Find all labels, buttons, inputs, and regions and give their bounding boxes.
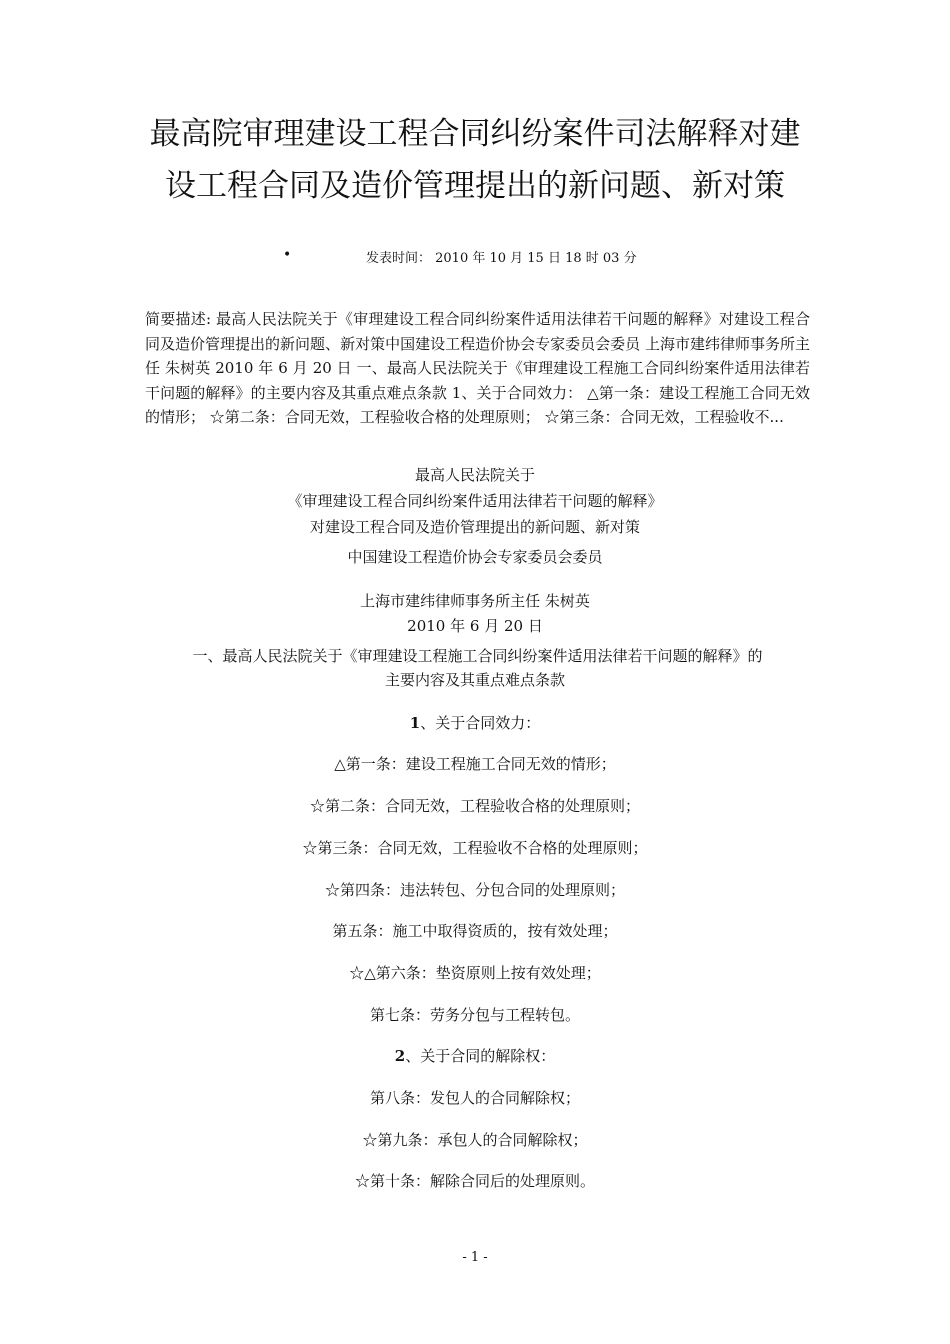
article-4: ☆第四条：违法转包、分包合同的处理原则； (324, 881, 625, 899)
section-1-heading-cont: 主要内容及其重点难点条款 (384, 671, 565, 689)
heading-court: 最高人民法院关于 (414, 466, 535, 484)
article-5: 第五条：施工中取得资质的，按有效处理； (332, 922, 618, 940)
subsection-2-number: 2 (394, 1047, 406, 1065)
publish-time: 发表时间： 2010 年 10 月 15 日 18 时 03 分 (366, 251, 637, 266)
subsection-2 (120, 1045, 830, 1067)
subsection-2-text: 、关于合同的解除权： (405, 1047, 556, 1065)
article-7: 第七条：劳务分包与工程转包。 (369, 1006, 580, 1024)
title-line-2: 设工程合同及造价管理提出的新问题、新对策 (165, 168, 785, 204)
author-title: 中国建设工程造价协会专家委员会委员 (347, 548, 603, 566)
subsection-1 (120, 712, 830, 734)
article-9: ☆第九条：承包人的合同解除权； (362, 1131, 588, 1149)
article-10: ☆第十条：解除合同后的处理原则。 (354, 1172, 595, 1190)
article-2: ☆第二条：合同无效，工程验收合格的处理原则； (309, 797, 640, 815)
article-8: 第八条：发包人的合同解除权； (369, 1089, 580, 1107)
article-3: ☆第三条：合同无效，工程验收不合格的处理原则； (302, 839, 648, 857)
summary-paragraph: 简要描述: 最高人民法院关于《审理建设工程合同纠纷案件适用法律若干问题的解释》对建设工程合同及造价管理提出的新问题、新对策中国建设工程造价协会专家委员会委员 上海市建纬律师事务所主任 朱树英 2010 年 6 月 20 日 一、最高人民法院关于《审理建设工程施工合同纠纷案件适用法律若干问题的解释》的主要内容及其重点难点条款 1、关于合同效力： △第一条：建设工程施工合同无效的情形； ☆第二条：合同无效，工程验收合格的处理原则； ☆第三条：合同无效，工程验收不... (145, 310, 810, 426)
heading-topic: 对建设工程合同及造价管理提出的新问题、新对策 (309, 518, 640, 536)
title-line-1: 最高院审理建设工程合同纠纷案件司法解释对建 (149, 116, 801, 152)
article-1: △第一条：建设工程施工合同无效的情形； (334, 755, 616, 773)
subsection-1-text: 、关于合同效力： (420, 714, 541, 732)
section-1-heading: 一、最高人民法院关于《审理建设工程施工合同纠纷案件适用法律若干问题的解释》的 (192, 647, 763, 665)
page-number: - 1 - (462, 1250, 488, 1265)
article-6: ☆△第六条：垫资原则上按有效处理； (349, 964, 601, 982)
document-date: 2010 年 6 月 20 日 (407, 617, 543, 635)
author-name: 上海市建纬律师事务所主任 朱树英 (360, 592, 590, 610)
heading-interpretation: 《审理建设工程合同纠纷案件适用法律若干问题的解释》 (287, 492, 663, 510)
bullet-icon: • (283, 247, 292, 263)
subsection-1-number: 1 (409, 714, 421, 732)
document-title (120, 108, 830, 212)
